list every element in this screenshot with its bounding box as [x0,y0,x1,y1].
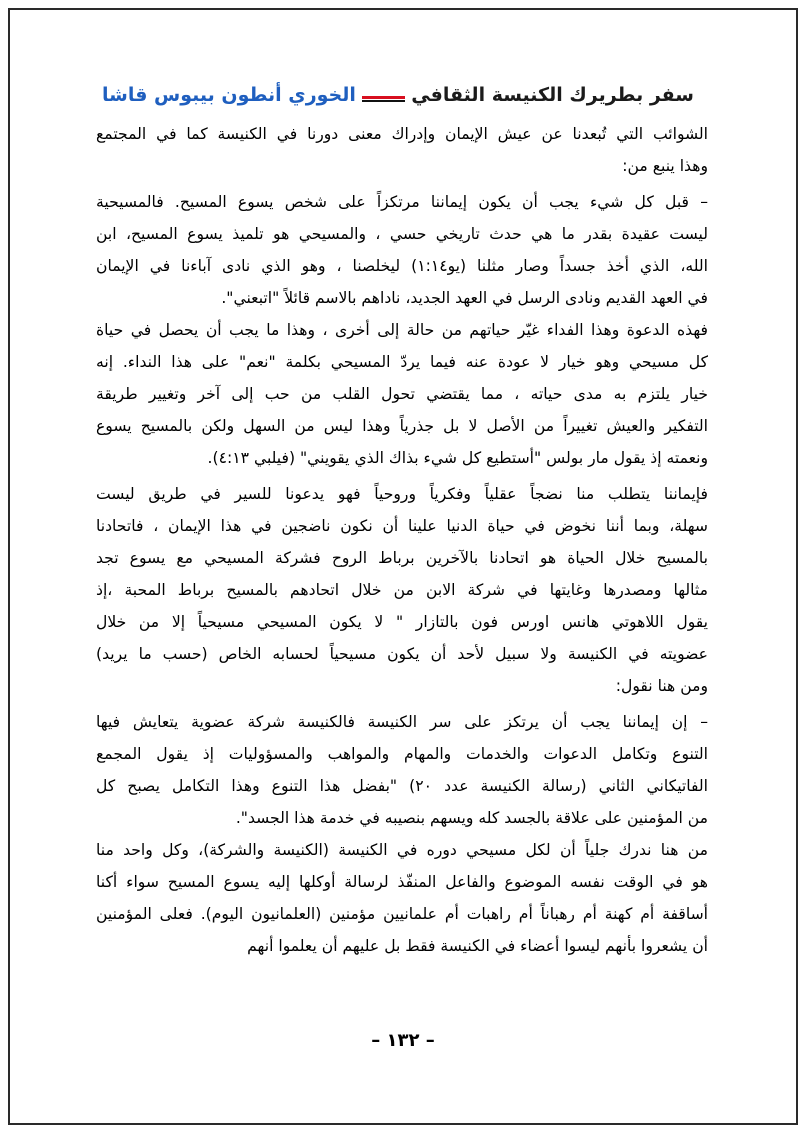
header-author: الخوري أنطون بيبوس قاشا [96,79,362,111]
text-line: التنوع وتكامل الدعوات والخدمات والمهام والمواهب والمسؤوليات إذ يقول المجمع [96,745,708,763]
text-line: – إن إيماننا يجب أن يرتكز على سر الكنيسة فالكنيسة شركة عضوية يتعايش فيها [96,713,708,731]
text-line: مثالها ومصدرها وغايتها في شركة الابن من خلال اتحادهم بالمسيح برباط المحبة ،إذ [96,581,708,599]
text-line: ونعمته إذ يقول مار بولس "أستطيع كل شيء بذاك الذي يقويني" (فيلبي ٤:١٣). [207,449,708,467]
text-line: سهلة، وبما أننا نخوض في حياة الدنيا علينا أن نكون ناضجين في هذا الإيمان ، فاتحادنا [96,517,708,535]
paragraph-4 [96,478,708,702]
text-line: الله، الذي أخذ جسداً وصار مثلنا (يو١:١٤) ليخلصنا ، وهو الذي نادى آباءنا في الإيمان [96,257,708,275]
paragraph-1 [96,118,708,182]
text-line: التفكير والعيش تغييراً من الأصل لا بل جذرياً وهذا ليس من السهل ولكن بالمسيح يسوع [96,417,708,435]
paragraph-2 [96,186,708,314]
text-line: ليست عقيدة بقدر ما هي حدث تاريخي حسي ، والمسيحي هو تلميذ يسوع المسيح، ابن [96,225,708,243]
paragraph-6 [96,834,708,962]
paragraph-3 [96,314,708,474]
header-book-title: سفر بطريرك الكنيسة الثقافي [405,79,700,111]
text-line: عضويته في الكنيسة ولا سبيل لأحد أن يكون مسيحياً لحسابه الخاص (حسب ما يريد) [96,645,708,663]
running-header [96,79,700,115]
text-line: ومن هنا نقول: [615,677,708,695]
text-line: من هنا ندرك جلياً أن لكل مسيحي دوره في الكنيسة (الكنيسة والشركة)، وكل واحد منا [96,841,708,859]
text-line: الفاتيكاني الثاني (رسالة الكنيسة عدد ٢٠) "بفضل هذا التنوع وهذا التكامل يصبح كل [96,777,708,795]
text-line: هو في الوقت نفسه الموضوع والفاعل المنفّذ لرسالة أوكلها إليه يسوع المسيح سواء أكنا [96,873,708,891]
text-line: وهذا ينبع من: [622,157,708,175]
text-line: كل مسيحي وهو خيار لا عودة عنه فيما يردّ المسيحي بكلمة "نعم" على هذا النداء. إنه [96,353,708,371]
page-number: – ١٣٢ – [371,1030,435,1051]
text-line: بالمسيح خلال الحياة هو اتحادنا بالآخرين برباط الروح فشركة المسيحي مع يسوع تجد [96,549,708,567]
text-line: فهذه الدعوة وهذا الفداء غيّر حياتهم من حالة إلى أخرى ، وهذا ما يجب أن يحصل في حياة [96,321,708,339]
text-line: خيار يلتزم به مدى حياته ، مما يقتضي تحول القلب من حب إلى آخر وتغيير طريقة [96,385,708,403]
text-line: من المؤمنين على علاقة بالجسد كله ويسهم بنصيبه في خدمة هذا الجسد". [235,809,708,827]
text-line: الشوائب التي تُبعدنا عن عيش الإيمان وإدراك معنى دورنا في الكنيسة كما في المجتمع [96,125,708,143]
body-text [96,118,708,962]
paragraph-5 [96,706,708,834]
text-line: فإيماننا يتطلب منا نضجاً عقلياً وفكرياً وروحياً فهو يدعونا للسير في طريق ليست [96,485,708,503]
text-line: أساقفة أم كهنة أم رهباناً أم راهبات أم علمانيين مؤمنين (العلمانيون اليوم). فعلى المؤمنين [96,905,708,923]
text-line: – قبل كل شيء يجب أن يكون إيماننا مرتكزاً على شخص يسوع المسيح. فالمسيحية [96,193,708,211]
text-line: يقول اللاهوتي هانس اورس فون بالتازار " لا يكون المسيحي مسيحياً إلا من خلال [96,613,708,631]
text-line: أن يشعروا بأنهم ليسوا أعضاء في الكنيسة فقط بل عليهم أن يعلموا أنهم [247,937,708,955]
text-line: في العهد القديم ونادى الرسل في العهد الجديد، ناداهم بالاسم قائلاً "اتبعني". [221,289,708,307]
